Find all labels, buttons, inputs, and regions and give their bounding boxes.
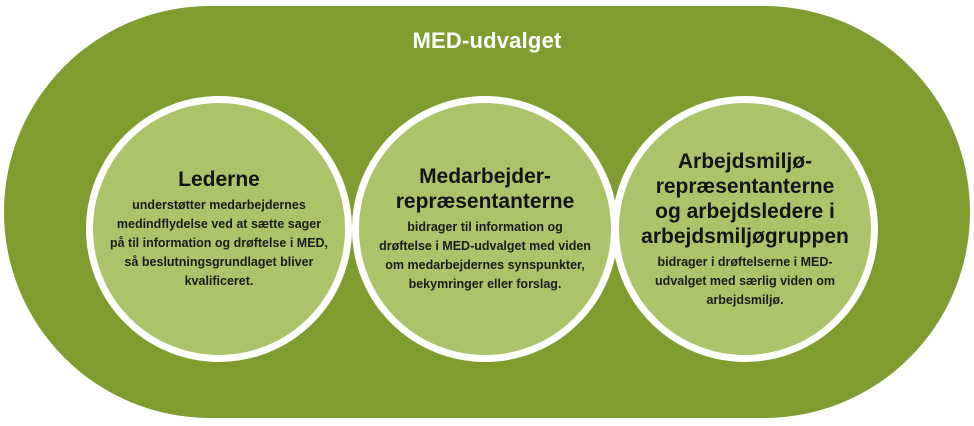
circle-body: bidrager til information og drøftelse i MED-udvalget med viden om medarbejdernes synspunkter, bekymringer eller forslag.: [379, 220, 591, 291]
circle-heading: Medarbejder- repræsentanterne: [395, 165, 575, 213]
circle-medarbejderrepraesentanterne: [352, 96, 618, 362]
diagram-title: MED-udvalget: [412, 28, 562, 53]
circle-heading: Arbejdsmiljø- repræsentanterne og arbejdsledere i arbejdsmiljøgruppen: [641, 149, 849, 248]
circle-heading: Lederne: [178, 168, 260, 191]
circle-body: understøtter medarbejdernes medindflydelse ved at sætte sager på til information og drøftelse i MED, så beslutningsgrundlaget bliver kvalificeret.: [109, 198, 329, 288]
circle-body: bidrager i drøftelserne i MED- udvalget med særlig viden om arbejdsmiljø.: [655, 254, 835, 307]
circle-arbejdsmiljoerepraesentanterne: [612, 96, 878, 362]
circle-lederne: [86, 96, 352, 362]
